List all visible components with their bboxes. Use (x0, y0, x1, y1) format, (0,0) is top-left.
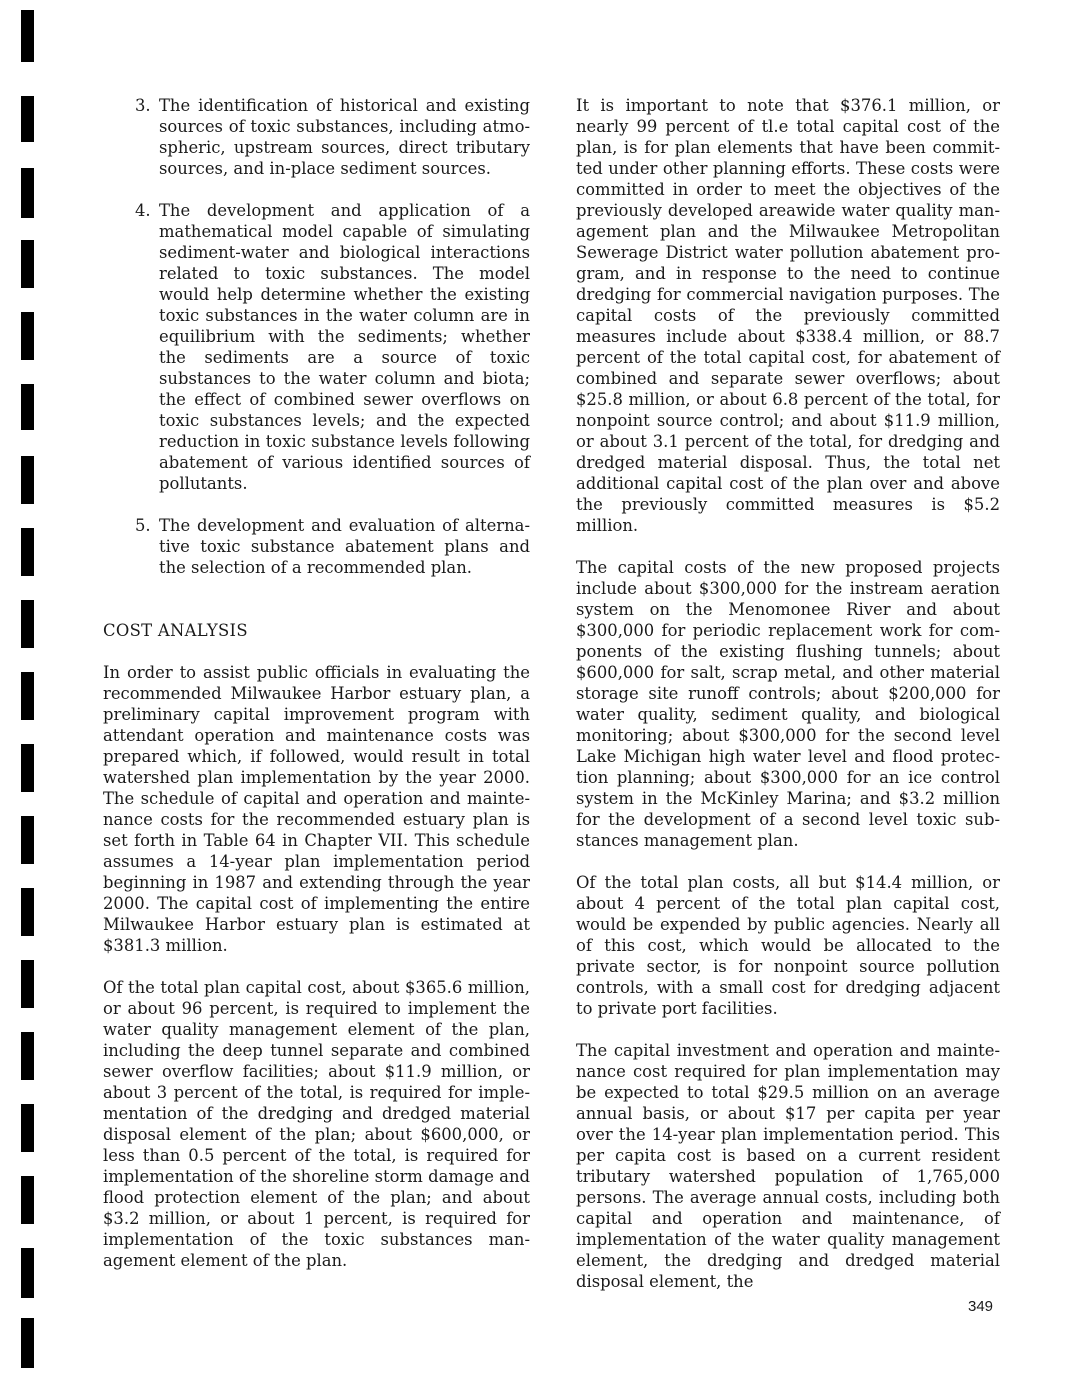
section-heading: COST ANALYSIS (103, 621, 248, 640)
paragraph: Of the total plan costs, all but $14.4 million, or about 4 percent of the total plan capital cost, would be expended by public agencies. Nearly all of this cost, which would be allocated to the private sector, is for nonpoint source pollution controls, with a small cost for dredging adjacent to private port facilities. (576, 873, 1000, 1018)
list-item (103, 200, 530, 494)
margin-bar (21, 960, 34, 1008)
paragraph: Of the total plan capital cost, about $365.6 million, or about 96 percent, is required to implement the water quality management element of the plan, including the deep tunnel separate and combined sewer overflow facilities; about $11.9 million, or about 3 percent of the total, is required for implementation of the dredging and dredged material disposal element of the plan; about $600,000, or less than 0.5 percent of the total, is required for implementation of the shoreline storm damage and flood protection element of the plan; and about $3.2 million, or about 1 percent, is required for implementation of the toxic substances management element of the plan. (103, 978, 530, 1270)
list-text: The development and application of a mathematical model capable of simulating sediment-water and biological interactions related to toxic substances. The model would help determine whether the existing toxic substances in the water column are in equilibrium with the sediments; whether the sediments are a source of toxic substances to the water column and biota; the effect of combined sewer overflows on toxic substances levels; and the expected reduction in toxic substance levels following abatement of various identified sources of pollutants. (159, 201, 530, 493)
margin-bar (21, 10, 34, 62)
margin-bar (21, 1176, 34, 1224)
binding-margin-marks (21, 0, 37, 1380)
list-number: 5. (135, 516, 151, 535)
list-number: 3. (135, 96, 151, 115)
margin-bar (21, 456, 34, 504)
left-column (103, 95, 530, 1271)
margin-bar (21, 1248, 34, 1298)
margin-bar (21, 600, 34, 648)
margin-bar (21, 672, 34, 720)
margin-bar (21, 312, 34, 360)
margin-bar (21, 888, 34, 936)
list-text: The identification of historical and existing sources of toxic substances, including atmospheric, upstream sources, direct tributary sources, and in-place sediment sources. (159, 96, 530, 178)
margin-bar (21, 96, 34, 142)
list-number: 4. (135, 201, 151, 220)
margin-bar (21, 1318, 34, 1368)
list-text: The development and evaluation of alternative toxic substance abatement plans and the selection of a recommended plan. (159, 516, 530, 577)
margin-bar (21, 384, 34, 430)
page-number: 349 (968, 1298, 994, 1315)
paragraph: It is important to note that $376.1 million, or nearly 99 percent of tl.e total capital cost of the plan, is for plan elements that have been committed under other planning efforts. These costs were committed in order to meet the objectives of the previously developed areawide water quality management plan and the Milwaukee Metropolitan Sewerage District water pollution abatement program, and in response to the need to continue dredging for commercial navigation purposes. The capital costs of the previously committed measures include about $338.4 million, or 88.7 percent of the total capital cost, for abatement of combined and separate sewer overflows; about $25.8 million, or about 6.8 percent of the total, for nonpoint source control; and about $11.9 million, or about 3.1 percent of the total, for dredging and dredged material disposal. Thus, the total net additional capital cost of the plan over and above the previously committed measures is $5.2 million. (576, 96, 1000, 535)
margin-bar (21, 240, 34, 288)
list-item (103, 515, 530, 578)
margin-bar (21, 168, 34, 218)
margin-bar (21, 816, 34, 864)
margin-bar (21, 1104, 34, 1152)
margin-bar (21, 1032, 34, 1080)
paragraph: In order to assist public officials in evaluating the recommended Milwaukee Harbor estuary plan, a preliminary capital improvement program with attendant operation and maintenance costs was prepared which, if followed, would result in total watershed plan implementation by the year 2000. The schedule of capital and operation and maintenance costs for the recommended estuary plan is set forth in Table 64 in Chapter VII. This schedule assumes a 14-year plan implementation period beginning in 1987 and extending through the year 2000. The capital cost of implementing the entire Milwaukee Harbor estuary plan is estimated at $381.3 million. (103, 663, 530, 955)
list-item (103, 95, 530, 179)
paragraph: The capital costs of the new proposed projects include about $300,000 for the instream aeration system on the Menomonee River and about $300,000 for periodic replacement work for components of the existing flushing tunnels; about $600,000 for salt, scrap metal, and other material storage site runoff controls; about $200,000 for water quality, sediment quality, and biological monitoring; about $300,000 for the second level Lake Michigan high water level and flood protection planning; about $300,000 for an ice control system in the McKinley Marina; and $3.2 million for the development of a second level toxic substances management plan. (576, 558, 1000, 850)
paragraph: The capital investment and operation and maintenance cost required for plan implementation may be expected to total $29.5 million on an average annual basis, or about $17 per capita per year over the 14-year plan implementation period. This per capita cost is based on a current resident tributary watershed population of 1,765,000 persons. The average annual costs, including both capital and operation and maintenance, of implementation of the water quality management element, the dredging and dredged material disposal element, the (576, 1041, 1000, 1291)
margin-bar (21, 528, 34, 576)
right-column (576, 95, 1000, 1292)
margin-bar (21, 744, 34, 792)
